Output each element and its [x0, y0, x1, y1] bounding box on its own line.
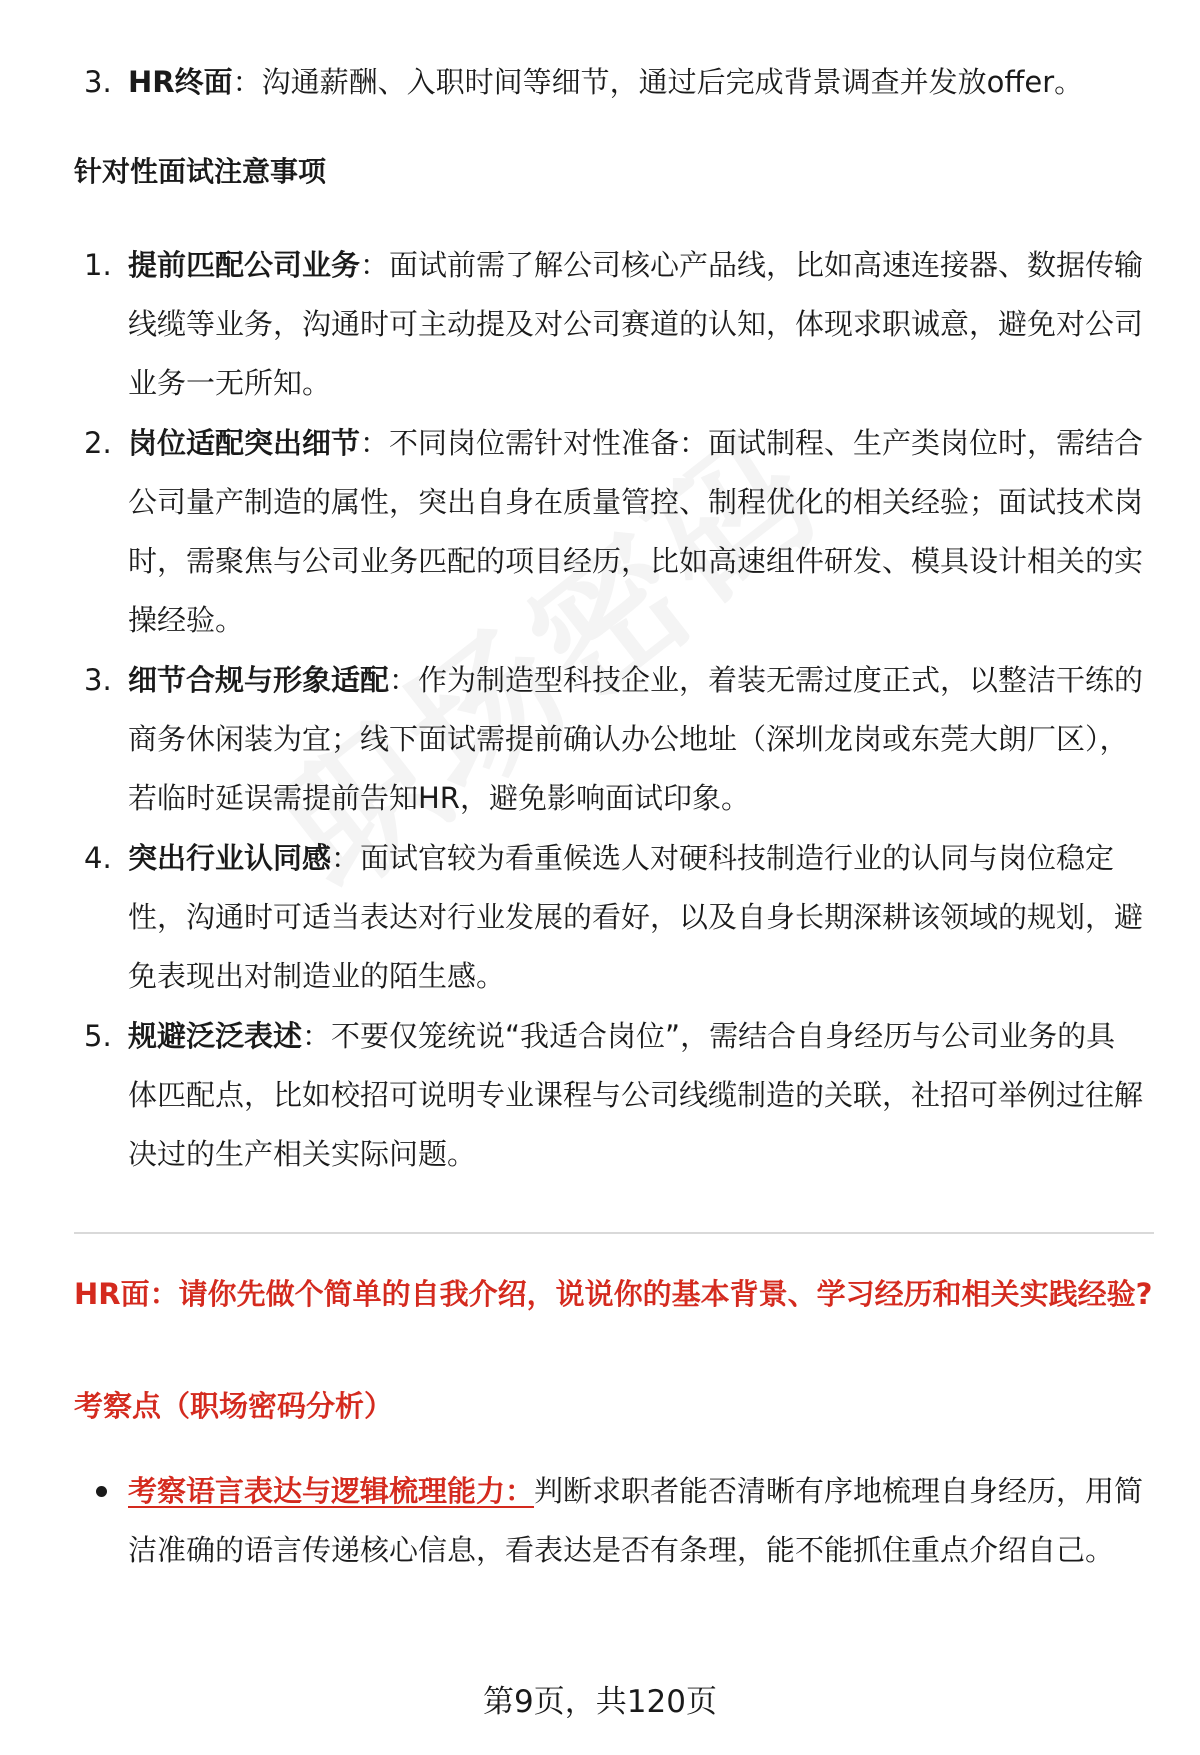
tips-list — [84, 236, 1144, 1185]
step-label: HR终面 — [128, 65, 233, 99]
tip-separator: ： — [360, 426, 390, 460]
page-footer: 第9页，共120页 — [483, 1684, 717, 1720]
tip-separator: ： — [331, 841, 361, 875]
tip-separator: ： — [360, 248, 390, 282]
analysis-point-1 — [84, 1462, 1144, 1580]
tip-text: 面试官较为看重候选人对硬科技制造行业的认同与岗位稳定性，沟通时可适当表达对行业发展的看好，以及自身长期深耕该领域的规划，避免表现出对制造业的陌生感。 — [128, 841, 1144, 993]
tip-label: 规避泛泛表述 — [128, 1019, 303, 1053]
tip-item-1 — [84, 236, 1144, 413]
tip-item-2 — [84, 414, 1144, 650]
tip-number: 4. — [84, 841, 112, 875]
tip-text: 不要仅笼统说“我适合岗位”，需结合自身经历与公司业务的具体匹配点，比如校招可说明专业课程与公司线缆制造的关联，社招可举例过往解决过的生产相关实际问题。 — [128, 1019, 1144, 1171]
tip-separator: ： — [302, 1019, 332, 1053]
tip-label: 岗位适配突出细节 — [128, 426, 361, 460]
tip-text: 作为制造型科技企业，着装无需过度正式，以整洁干练的商务休闲装为宜；线下面试需提前确认办公地址（深圳龙岗或东莞大朗厂区），若临时延误需提前告知HR，避免影响面试印象。 — [128, 663, 1144, 815]
tips-heading: 针对性面试注意事项 — [74, 155, 327, 188]
tip-item-4 — [84, 829, 1144, 1006]
tip-text: 面试前需了解公司核心产品线，比如高速连接器、数据传输线缆等业务，沟通时可主动提及对公司赛道的认知，体现求职诚意，避免对公司业务一无所知。 — [128, 248, 1144, 400]
tip-number: 5. — [84, 1019, 112, 1053]
bullet-icon — [96, 1486, 107, 1497]
point-text: 判断求职者能否清晰有序地梳理自身经历，用简洁准确的语言传递核心信息，看表达是否有条理，能不能抓住重点介绍自己。 — [128, 1474, 1144, 1567]
tip-item-5 — [84, 1007, 1144, 1184]
interview-question: HR面：请你先做个简单的自我介绍，说说你的基本背景、学习经历和相关实践经验? — [74, 1277, 1153, 1311]
tip-item-3 — [84, 651, 1144, 828]
tip-number: 3. — [84, 663, 112, 697]
tip-label: 提前匹配公司业务 — [128, 248, 361, 282]
point-label: 考察语言表达与逻辑梳理能力： — [128, 1474, 535, 1508]
section-divider — [74, 1232, 1154, 1234]
tip-label: 突出行业认同感 — [128, 841, 332, 875]
tip-number: 2. — [84, 426, 112, 460]
analysis-heading: 考察点（职场密码分析） — [74, 1389, 394, 1423]
tip-number: 1. — [84, 248, 112, 282]
analysis-points — [84, 1462, 1144, 1580]
tip-label: 细节合规与形象适配 — [128, 663, 390, 697]
tip-text: 不同岗位需针对性准备：面试制程、生产类岗位时，需结合公司量产制造的属性，突出自身在质量管控、制程优化的相关经验；面试技术岗时，需聚焦与公司业务匹配的项目经历，比如高速组件研发、模具设计相关的实操经验。 — [128, 426, 1144, 637]
step-separator: ： — [232, 65, 262, 99]
step-number: 3. — [84, 65, 112, 99]
tip-separator: ： — [389, 663, 419, 697]
step-text: 沟通薪酬、入职时间等细节，通过后完成背景调查并发放offer。 — [261, 65, 1084, 99]
interview-step-3 — [84, 58, 1144, 106]
